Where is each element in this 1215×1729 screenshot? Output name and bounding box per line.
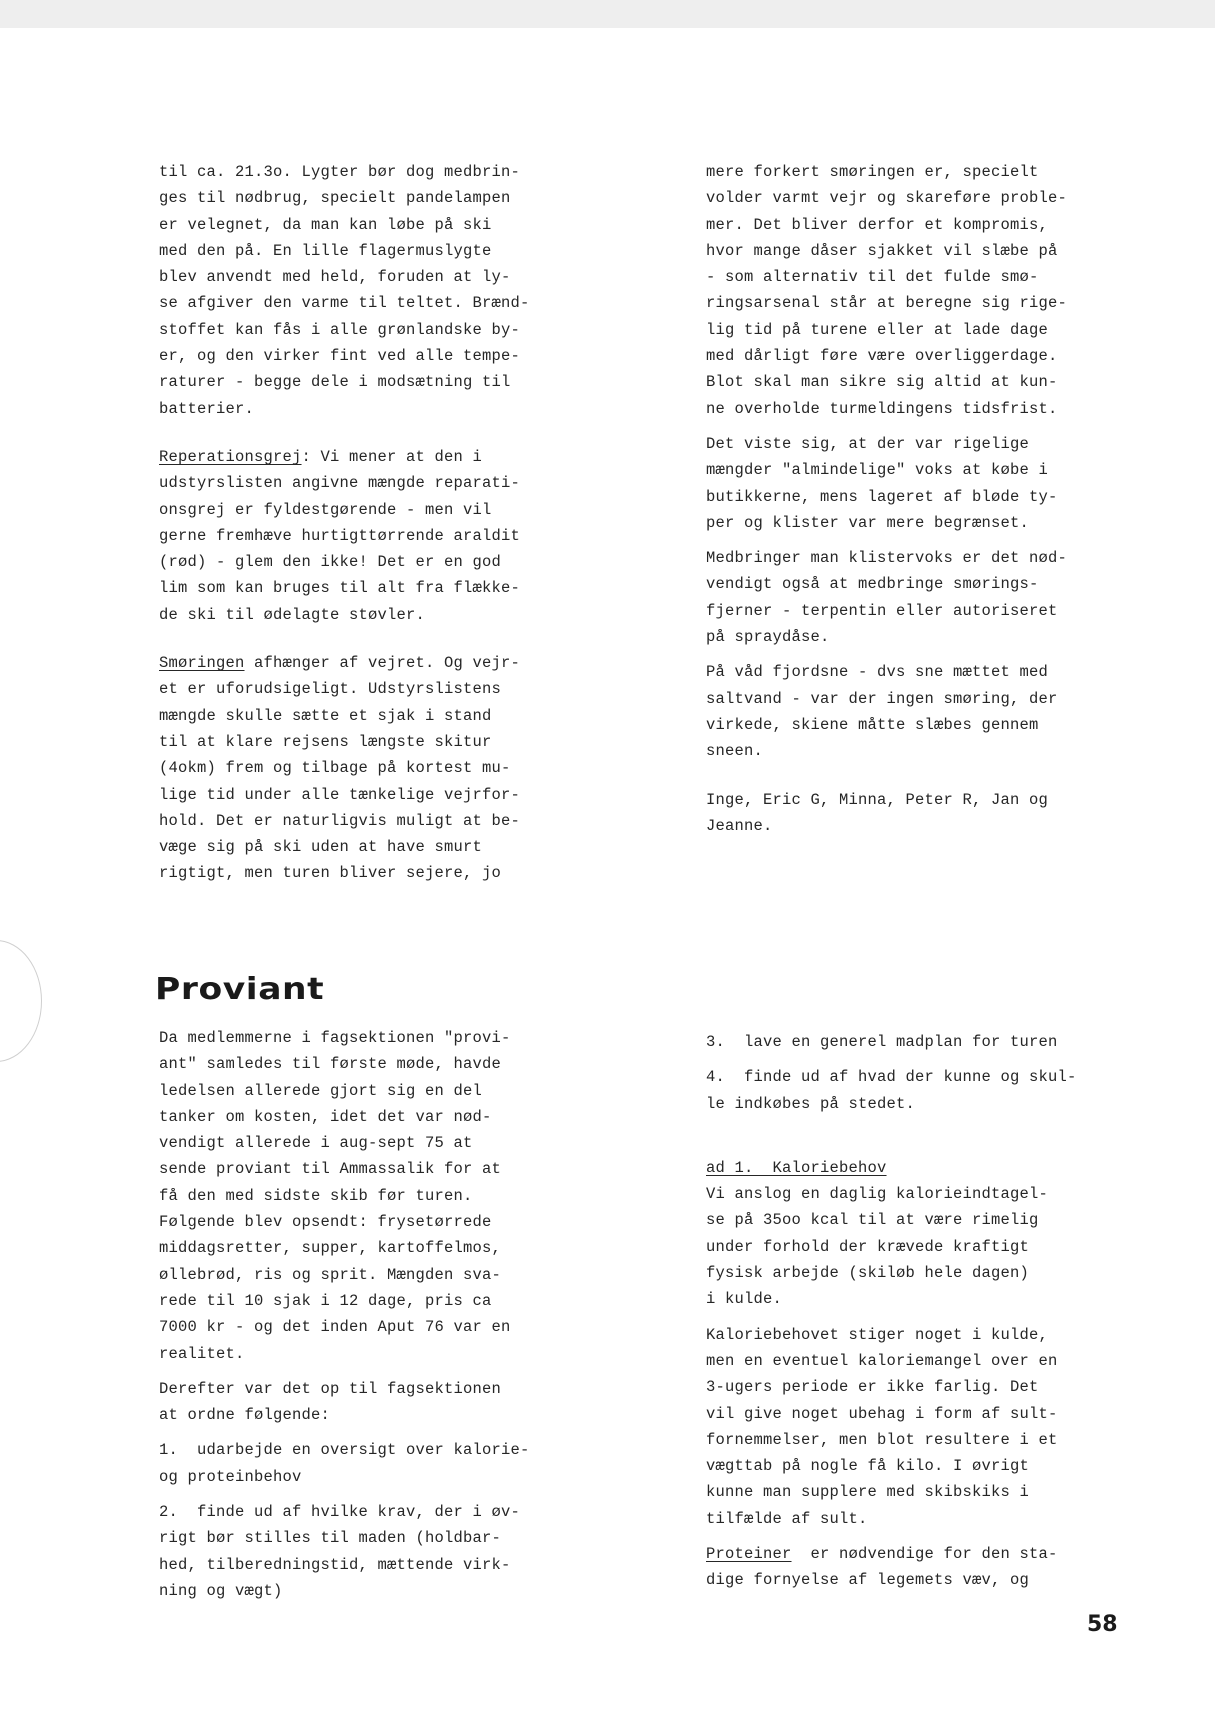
scan-top-edge [0,0,1215,28]
list-item-3 [706,1029,1077,1055]
text-line: er velegnet, da man kan løbe på ski [159,215,492,234]
text-line: de ski til ødelagte støvler. [159,605,426,624]
text-line: le indkøbes på stedet. [706,1094,916,1113]
text-line: lim som kan bruges til alt fra flække- [159,579,521,598]
text-line: ledelsen allerede gjort sig en del [159,1081,483,1100]
paragraph-wax-supply [706,431,1067,536]
text-line: men en eventuel kaloriemangel over en [706,1351,1058,1370]
right-column-bottom [706,1029,1077,1594]
text-line: vægttab på nogle få kilo. I øvrigt [706,1457,1030,1476]
text-line: Inge, Eric G, Minna, Peter R, Jan og [706,790,1049,809]
text-line: 7000 kr - og det inden Aput 76 var en [159,1318,511,1337]
text-line: Medbringer man klistervoks er det nød- [706,549,1068,568]
text-line: og proteinbehov [159,1467,302,1486]
text-line: at ordne følgende: [159,1406,331,1425]
text-line: 3-ugers periode er ikke farlig. Det [706,1378,1039,1397]
text-line: vil give noget ubehag i form af sult- [706,1404,1058,1423]
text-line: ges til nødbrug, specielt pandelampen [159,189,511,208]
text-line: mere forkert smøringen er, specielt [706,163,1039,181]
text-line: stoffet kan fås i alle grønlandske by- [159,320,521,339]
text-line: 1. udarbejde en oversigt over kalorie- [159,1441,530,1460]
text-line: med dårligt føre være overliggerdage. [706,347,1058,366]
text-line: batterier. [159,399,255,418]
text-line: kunne man supplere med skibskiks i [706,1483,1030,1502]
paragraph-repair-kit: Reperationsgrej: Vi mener at den i udstyrslisten angivne mængde reparati- onsgrej er fyldestgørende - men vil gerne fremhæve hurtigttørrende araldit (rød) - glem den ikke! Det er en god lim som kan bruges til alt fra flække- de ski til ødelagte støvler. [159,444,530,628]
list-item-4 [706,1064,1077,1117]
paragraph-waxing: Smøringen afhænger af vejret. Og vejr- et er uforudsigeligt. Udstyrslistens mængde skulle sætte et sjak i stand til at klare rejsens længste skitur (4okm) frem og tilbage på kortest mu- lige tid under alle tænkelige vejrfor- hold. Det er naturligvis muligt at be- væge sig på ski uden at have smurt rigtigt, men turen bliver sejere, jo [159,650,530,887]
text-line: væge sig på ski uden at have smurt [159,838,483,857]
text-line: - som alternativ til det fulde smø- [706,268,1039,287]
text-line: dige fornyelse af legemets væv, og [706,1571,1030,1590]
text-line: vendigt også at medbringe smørings- [706,575,1039,594]
text-line: mængde skulle sætte et sjak i stand [159,706,492,725]
paragraph-intro [159,1025,530,1367]
text-line: hvor mange dåser sjakket vil slæbe på [706,241,1058,260]
paragraph-fjord-snow [706,659,1067,764]
text-line: se på 35oo kcal til at være rimelig [706,1211,1039,1230]
text-line: Jeanne. [706,816,773,835]
text-line: Kaloriebehovet stiger noget i kulde, [706,1325,1049,1344]
text-line: onsgrej er fyldestgørende - men vil [159,500,492,519]
text-line: hed, tilberedningstid, mættende virk- [159,1555,511,1574]
text-line: fornemmelser, men blot resultere i et [706,1430,1058,1449]
text-line: på spraydåse. [706,628,830,647]
paragraph-calorie-intake [706,1181,1077,1312]
text-line: ning og vægt) [159,1581,283,1600]
text-line: Blot skal man sikre sig altid at kun- [706,373,1058,392]
text-line: se afgiver den varme til teltet. Brænd- [159,294,530,313]
paragraph-calorie-deficit [706,1322,1077,1532]
text-line: hold. Det er naturligvis muligt at be- [159,811,521,830]
subheading-kaloriebehov: ad 1. Kaloriebehov [706,1158,887,1177]
text-line: fjerner - terpentin eller autoriseret [706,601,1058,620]
text-line: (4okm) frem og tilbage på kortest mu- [159,759,511,778]
text-line: fysisk arbejde (skiløb hele dagen) [706,1264,1030,1283]
right-column-top [706,159,1067,839]
left-column-bottom [159,1025,530,1604]
text-line: et er uforudsigeligt. Udstyrslistens [159,680,502,699]
text-line: 3. lave en generel madplan for turen [706,1033,1058,1051]
text-line: per og klister var mere begrænset. [706,513,1030,532]
text-line: rigtigt, men turen bliver sejere, jo [159,864,502,883]
text-line: middagsretter, supper, kartoffelmos, [159,1239,502,1258]
list-item-2 [159,1499,530,1604]
text-line: få den med sidste skib før turen. [159,1186,473,1205]
text-line: Følgende blev opsendt: frysetørrede [159,1213,492,1232]
list-item-1 [159,1437,530,1490]
term-smoringen: Smøringen [159,654,245,673]
text-line: tilfælde af sult. [706,1509,868,1528]
text-line: Det viste sig, at der var rigelige [706,434,1030,453]
text-line: ne overholde turmeldingens tidsfrist. [706,399,1058,418]
text-line: Vi anslog en daglig kalorieindtagel- [706,1185,1049,1204]
term-reperationsgrej: Reperationsgrej [159,447,302,466]
text-line: vendigt allerede i aug-sept 75 at [159,1134,473,1153]
text-line: Da medlemmerne i fagsektionen "provi- [159,1029,511,1047]
text-line: er, og den virker fint ved alle tempe- [159,347,521,366]
text-line: lige tid under alle tænkelige vejrfor- [159,785,521,804]
text-line: lig tid på turene eller at lade dage [706,320,1049,339]
page-number: 58 [1087,1612,1118,1637]
text-line: øllebrød, ris og sprit. Mængden sva- [159,1265,502,1284]
text-line: sneen. [706,742,764,761]
text-line: 4. finde ud af hvad der kunne og skul- [706,1068,1077,1087]
paragraph-klister [706,545,1067,650]
text-line: mer. Det bliver derfor et kompromis, [706,215,1049,234]
text-line: Derefter var det op til fagsektionen [159,1379,502,1398]
text-line: realitet. [159,1344,245,1363]
text-line: under forhold der krævede kraftigt [706,1237,1030,1256]
left-column-top [159,159,530,887]
text-line: 2. finde ud af hvilke krav, der i øv- [159,1503,521,1522]
text-line: i kulde. [706,1290,783,1309]
text-line: blev anvendt med held, foruden at ly- [159,268,511,287]
text-line: volder varmt vejr og skareføre proble- [706,189,1068,208]
text-line: rigt bør stilles til maden (holdbar- [159,1529,502,1548]
paragraph-waxing-cont [706,159,1067,422]
text-line: tanker om kosten, idet det var nød- [159,1107,492,1126]
text-line: med den på. En lille flagermuslygte [159,241,492,260]
text-line: mængder "almindelige" voks at købe i [706,461,1049,480]
text-line: virkede, skiene måtte slæbes gennem [706,715,1039,734]
text-line: (rød) - glem den ikke! Det er en god [159,553,502,572]
paragraph-tasks-intro [159,1376,530,1429]
text-line: til at klare rejsens længste skitur [159,732,492,751]
text-line: til ca. 21.3o. Lygter bør dog medbrin- [159,163,521,181]
text-line: rede til 10 sjak i 12 dage, pris ca [159,1291,492,1310]
text-line: saltvand - var der ingen smøring, der [706,689,1058,708]
signature [706,787,1067,840]
text-line: sende proviant til Ammassalik for at [159,1160,502,1179]
section-heading: Proviant [155,972,325,1007]
paragraph-proteins: Proteiner er nødvendige for den sta- dige fornyelse af legemets væv, og [706,1541,1077,1594]
term-proteiner: Proteiner [706,1545,792,1564]
punch-hole-shadow [0,940,42,1062]
text-line: gerne fremhæve hurtigttørrende araldit [159,526,521,545]
text-line: ringsarsenal står at beregne sig rige- [706,294,1068,313]
text-line: ant" samledes til første møde, havde [159,1055,502,1074]
text-line: På våd fjordsne - dvs sne mættet med [706,663,1049,682]
text-line: butikkerne, mens lageret af bløde ty- [706,487,1058,506]
paragraph-lights [159,159,530,422]
text-line: udstyrslisten angivne mængde reparati- [159,474,521,493]
text-line: raturer - begge dele i modsætning til [159,373,511,392]
